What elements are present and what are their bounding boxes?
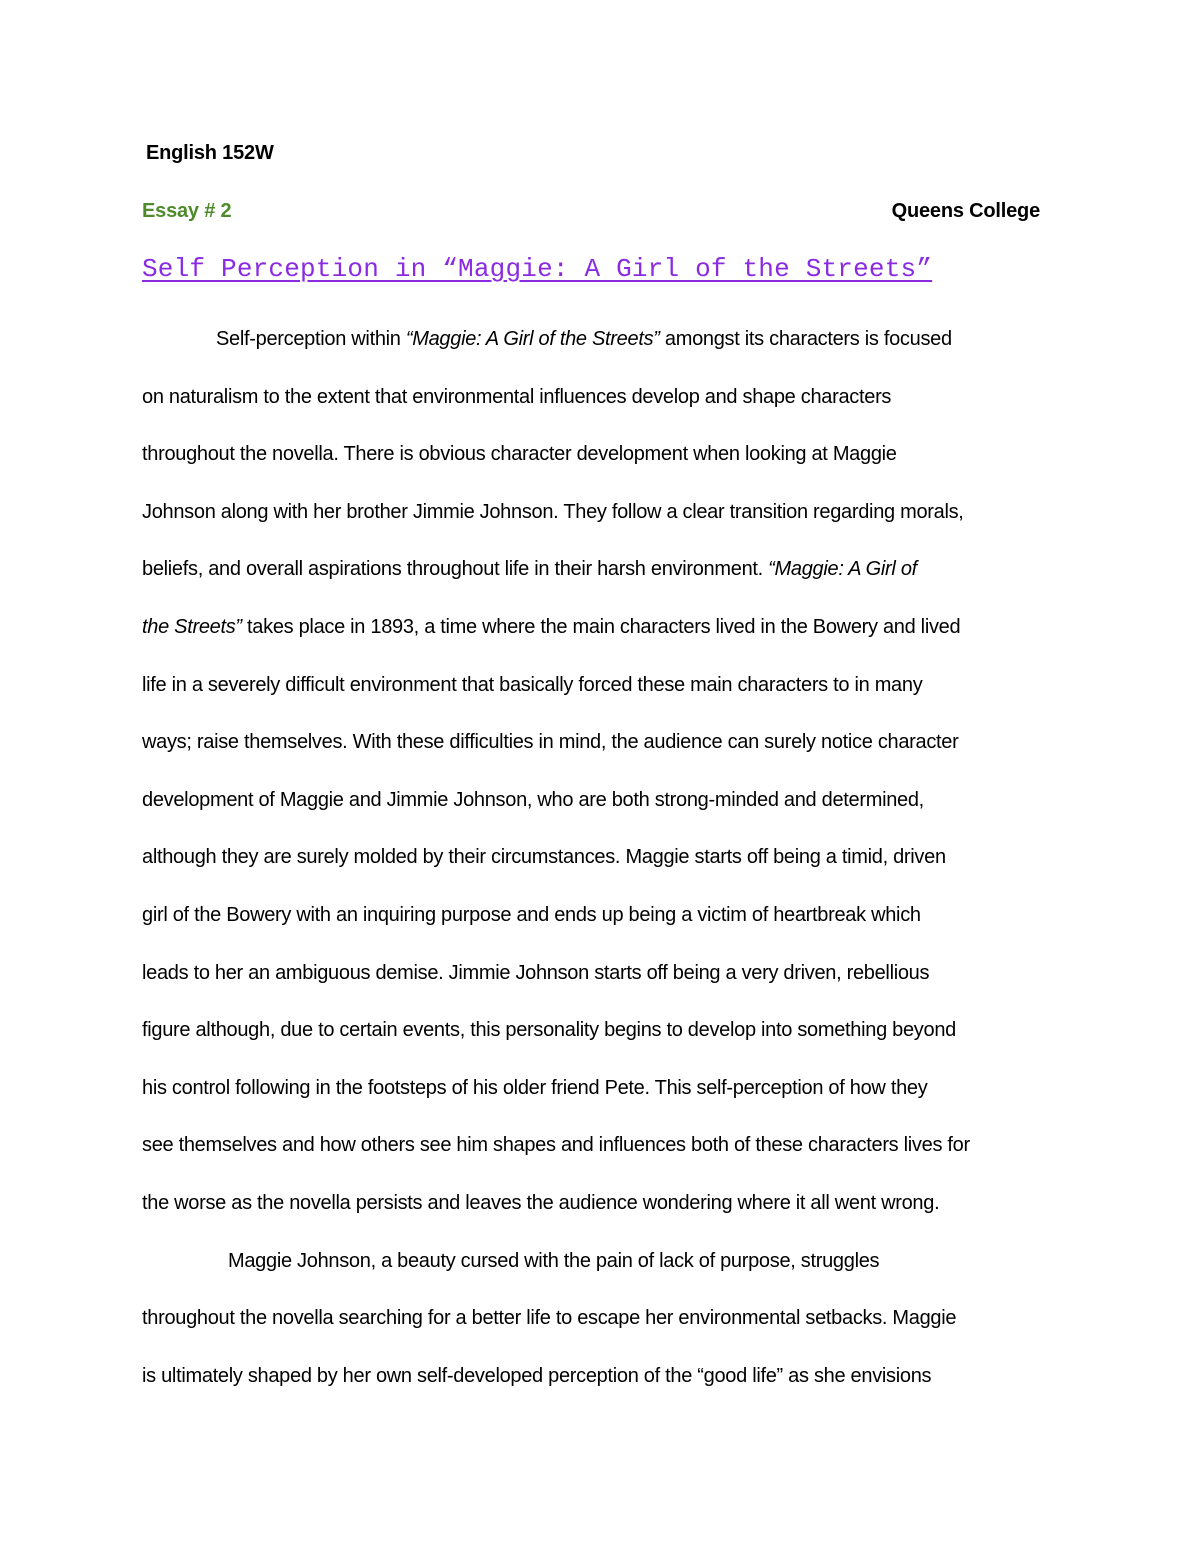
body-text-segment: his control following in the footsteps of his older friend Pete. This self-perception of how they — [142, 1076, 928, 1099]
body-line — [142, 556, 917, 582]
body-line — [228, 1248, 879, 1274]
body-line — [216, 326, 952, 352]
body-line — [142, 1190, 939, 1216]
body-text-segment: is ultimately shaped by her own self-developed perception of the “good life” as she envisions — [142, 1364, 932, 1387]
body-line — [142, 902, 921, 928]
essay-title: Self Perception in “Maggie: A Girl of the Streets” — [142, 254, 933, 284]
body-text-segment: ways; raise themselves. With these difficulties in mind, the audience can surely notice character — [142, 731, 959, 754]
body-line — [142, 672, 922, 698]
body-text-segment: although they are surely molded by their circumstances. Maggie starts off being a timid, driven — [142, 846, 946, 869]
body-line — [142, 1075, 927, 1101]
course-name: English 152W — [146, 142, 274, 164]
body-line — [142, 960, 929, 986]
body-text-segment: Johnson along with her brother Jimmie Johnson. They follow a clear transition regarding morals, — [142, 500, 964, 523]
body-text-segment: figure although, due to certain events, this personality begins to develop into something beyond — [142, 1019, 956, 1042]
body-line — [142, 1305, 956, 1331]
essay-number: Essay # 2 — [142, 200, 232, 222]
body-line — [142, 614, 960, 640]
body-text-segment: see themselves and how others see him shapes and influences both of these characters lives for — [142, 1134, 970, 1157]
body-italic-title: “Maggie: A Girl of — [768, 558, 917, 581]
essay-header-row — [142, 200, 1040, 230]
body-text-segment: takes place in 1893, a time where the main characters lived in the Bowery and lived — [241, 616, 961, 638]
body-text-segment: Maggie Johnson, a beauty cursed with the pain of lack of purpose, struggles — [228, 1249, 880, 1272]
body-text-segment: amongst its characters is focused — [659, 328, 952, 350]
body-line — [142, 441, 897, 467]
body-line — [142, 787, 924, 813]
body-text-segment: girl of the Bowery with an inquiring purpose and ends up being a victim of heartbreak which — [142, 904, 921, 926]
body-text-segment: Self-perception within — [216, 328, 406, 350]
body-line — [142, 499, 964, 525]
body-line — [142, 729, 959, 755]
body-text-segment: the worse as the novella persists and leaves the audience wondering where it all went wrong. — [142, 1192, 940, 1214]
body-line — [142, 1363, 931, 1389]
body-italic-title: “Maggie: A Girl of the Streets” — [405, 328, 660, 350]
body-line — [142, 844, 946, 870]
body-text-segment: development of Maggie and Jimmie Johnson, who are both strong-minded and determined, — [142, 788, 924, 811]
body-text-segment: beliefs, and overall aspirations throughout life in their harsh environment. — [142, 558, 769, 581]
body-text-segment: leads to her an ambiguous demise. Jimmie Johnson starts off being a very driven, rebellious — [142, 961, 930, 984]
body-text-segment: throughout the novella. There is obvious character development when looking at Maggie — [142, 443, 897, 466]
body-line — [142, 384, 891, 410]
body-text-segment: throughout the novella searching for a better life to escape her environmental setbacks. Maggie — [142, 1307, 957, 1330]
college-name: Queens College — [891, 200, 1040, 222]
body-line — [142, 1132, 970, 1158]
body-line — [142, 1017, 956, 1043]
body-text-segment: life in a severely difficult environment that basically forced these main characters to in many — [142, 673, 923, 696]
body-italic-title: the Streets” — [142, 616, 242, 638]
body-text-segment: on naturalism to the extent that environmental influences develop and shape characters — [142, 385, 892, 408]
